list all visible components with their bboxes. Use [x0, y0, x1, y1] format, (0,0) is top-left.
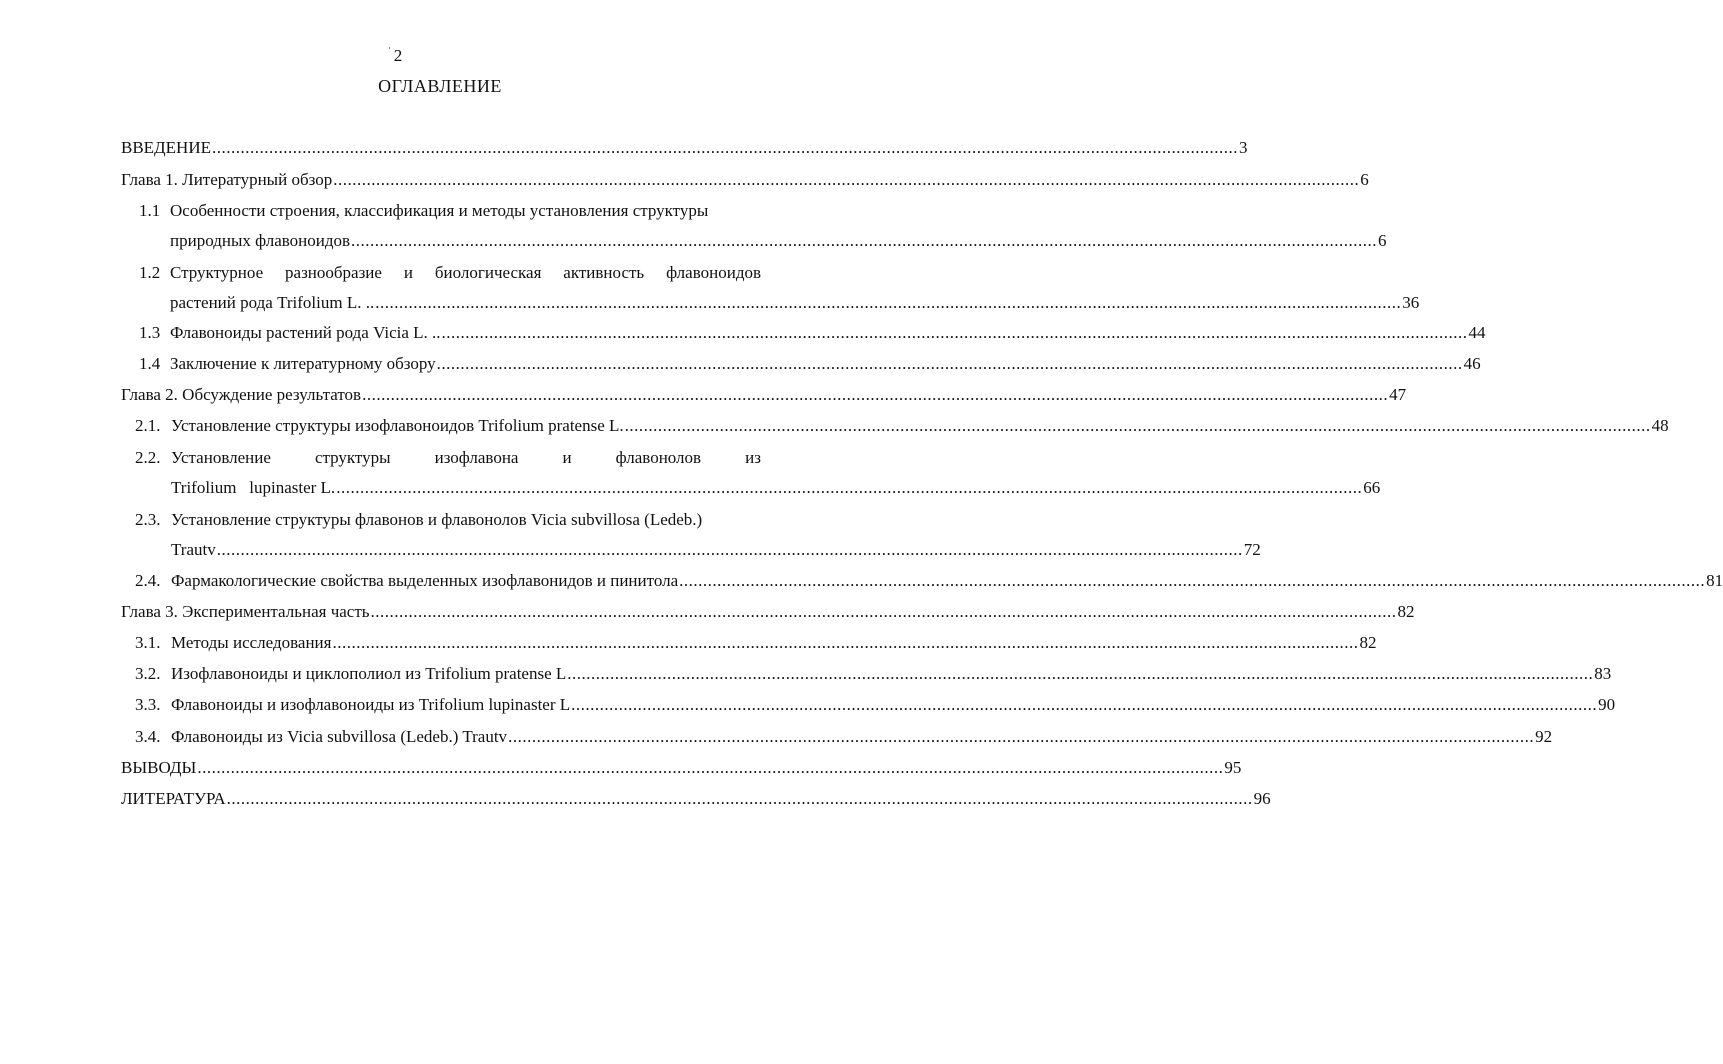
word: и: [562, 448, 572, 467]
toc-entry-page: 36: [1402, 293, 1420, 312]
toc-entry-label: Глава 3. Экспериментальная часть: [121, 602, 370, 621]
toc-entry-number: 2.2.: [135, 448, 161, 467]
toc-entry-page: 48: [1651, 416, 1669, 435]
dot-leader: ........................................................................................................................................................................................................................: [362, 385, 1389, 404]
dot-leader: ........................................................................................................................................................................................................................: [571, 695, 1598, 714]
word: и: [403, 263, 413, 282]
toc-entry-2-3-line1[interactable]: [135, 509, 761, 531]
toc-entry-number: 1.4: [139, 354, 161, 373]
toc-entry-3-3[interactable]: [135, 694, 1616, 716]
dot-leader: ........................................................................................................................................................................................................................: [333, 170, 1360, 189]
word: биологическая: [434, 263, 542, 282]
toc-entry-number: 1.2: [139, 263, 161, 282]
toc-entry-page: 47: [1389, 385, 1407, 404]
toc-entry-page: 82: [1397, 602, 1415, 621]
toc-entry-label: ЛИТЕРАТУРА: [121, 789, 226, 808]
toc-entry-label: ВЫВОДЫ: [121, 758, 197, 777]
word: Установление: [171, 448, 271, 467]
word: флавонолов: [615, 448, 702, 467]
toc-entry-label-line1: [170, 262, 761, 284]
dot-leader: ........................................................................................................................................................................................................................: [332, 633, 1359, 652]
toc-entry-number: 3.4.: [135, 727, 161, 746]
toc-entry-page: 90: [1598, 695, 1616, 714]
toc-entry-number: 2.1.: [135, 416, 161, 435]
toc-entry-page: 82: [1359, 633, 1377, 652]
page-number: 2: [393, 46, 403, 65]
word: Структурное: [170, 263, 264, 282]
toc-entry-page: 72: [1243, 540, 1261, 559]
toc-entry-label: Флавоноиды и изофлавоноиды из Trifolium lupinaster L: [171, 695, 571, 714]
dot-leader: ........................................................................................................................................................................................................................: [375, 293, 1402, 312]
toc-entry-page: 6: [1360, 170, 1369, 189]
toc-entry-2-3[interactable]: [171, 539, 1261, 561]
toc-entry-number: 2.4.: [135, 571, 161, 590]
word: активность: [563, 263, 645, 282]
toc-entry-introduction[interactable]: [121, 137, 1248, 159]
word: изофлавона: [434, 448, 519, 467]
toc-entry-1-1-line1[interactable]: [139, 200, 761, 222]
dot-leader: ........................................................................................................................................................................................................................: [624, 416, 1651, 435]
toc-entry-1-1[interactable]: [170, 230, 1387, 252]
toc-entry-label: Установление структуры изофлавоноидов Trifolium pratense L.: [171, 416, 624, 435]
toc-entry-label: ВВЕДЕНИЕ: [121, 138, 211, 157]
toc-entry-1-2-line1[interactable]: [139, 262, 761, 284]
toc-entry-number: 3.1.: [135, 633, 161, 652]
dot-leader: ........................................................................................................................................................................................................................: [436, 354, 1463, 373]
word: из: [745, 448, 761, 467]
toc-entry-1-3[interactable]: [139, 322, 1486, 344]
toc-entry-2-1[interactable]: [135, 415, 1669, 437]
dot-leader: ........................................................................................................................................................................................................................: [197, 758, 1224, 777]
toc-entry-label: Trautv: [171, 540, 216, 559]
toc-entry-1-2[interactable]: [170, 292, 1420, 314]
dot-leader: ........................................................................................................................................................................................................................: [336, 478, 1363, 497]
toc-entry-number: 3.3.: [135, 695, 161, 714]
toc-entry-number: 1.3: [139, 323, 161, 342]
dot-leader: ........................................................................................................................................................................................................................: [211, 138, 1238, 157]
toc-entry-page: 3: [1238, 138, 1248, 157]
toc-entry-chapter-2[interactable]: [121, 384, 1407, 406]
toc-entry-label: Изофлавоноиды и циклополиол из Trifolium pratense L: [171, 664, 567, 683]
toc-entry-page: 81: [1706, 571, 1723, 590]
toc-entry-2-2[interactable]: [171, 477, 1381, 499]
word: структуры: [314, 448, 391, 467]
toc-entry-2-2-line1[interactable]: [135, 447, 761, 469]
scan-speck: [389, 47, 390, 49]
dot-leader: ........................................................................................................................................................................................................................: [226, 789, 1253, 808]
toc-entry-number: 3.2.: [135, 664, 161, 683]
toc-entry-label-line1: Особенности строения, классификация и методы установления структуры: [170, 201, 709, 220]
toc-entry-label: Trifolium lupinaster L.: [171, 478, 336, 497]
dot-leader: ........................................................................................................................................................................................................................: [216, 540, 1243, 559]
toc-entry-label: Флавоноиды растений рода Vicia L. ..: [170, 323, 441, 342]
toc-entry-label: природных флавоноидов: [170, 231, 351, 250]
toc-entry-conclusions[interactable]: [121, 757, 1242, 779]
toc-entry-literature[interactable]: [121, 788, 1271, 810]
toc-entry-page: 46: [1463, 354, 1481, 373]
dot-leader: ........................................................................................................................................................................................................................: [370, 602, 1397, 621]
toc-entry-chapter-3[interactable]: [121, 601, 1415, 623]
toc-entry-label: растений рода Trifolium L. ..: [170, 293, 375, 312]
page-title: ОГЛАВЛЕНИЕ: [378, 76, 502, 96]
toc-entry-label: Глава 1. Литературный обзор: [121, 170, 333, 189]
toc-entry-label: Фармакологические свойства выделенных изофлавонидов и пинитола: [171, 571, 679, 590]
toc-entry-number: 1.1: [139, 201, 161, 220]
toc-entry-1-4[interactable]: [139, 353, 1481, 375]
dot-leader: ........................................................................................................................................................................................................................: [508, 727, 1535, 746]
word: флавоноидов: [666, 263, 761, 282]
toc-entry-label-line1: Установление структуры флавонов и флавонолов Vicia subvillosa (Ledeb.): [171, 510, 703, 529]
toc-entry-label: Флавоноиды из Vicia subvillosa (Ledeb.) Trautv: [171, 727, 508, 746]
toc-entry-page: 92: [1535, 727, 1553, 746]
dot-leader: ........................................................................................................................................................................................................................: [567, 664, 1594, 683]
toc-entry-page: 83: [1594, 664, 1612, 683]
word: разнообразие: [285, 263, 382, 282]
toc-entry-2-4[interactable]: [135, 570, 1723, 592]
dot-leader: ........................................................................................................................................................................................................................: [679, 571, 1706, 590]
toc-entry-3-2[interactable]: [135, 663, 1612, 685]
toc-entry-page: 95: [1224, 758, 1242, 777]
toc-entry-3-4[interactable]: [135, 726, 1553, 748]
toc-entry-label: Глава 2. Обсуждение результатов: [121, 385, 362, 404]
toc-entry-page: 96: [1253, 789, 1271, 808]
toc-entry-label: Методы исследования: [171, 633, 332, 652]
toc-entry-page: 66: [1363, 478, 1381, 497]
dot-leader: ........................................................................................................................................................................................................................: [441, 323, 1468, 342]
toc-entry-label: Заключение к литературному обзору: [170, 354, 436, 373]
toc-entry-label-line1: [171, 447, 761, 469]
toc-entry-page: 44: [1468, 323, 1486, 342]
toc-entry-chapter-1[interactable]: [121, 169, 1369, 191]
toc-entry-page: 6: [1378, 231, 1387, 250]
toc-entry-number: 2.3.: [135, 510, 161, 529]
toc-entry-3-1[interactable]: [135, 632, 1377, 654]
dot-leader: ........................................................................................................................................................................................................................: [351, 231, 1378, 250]
